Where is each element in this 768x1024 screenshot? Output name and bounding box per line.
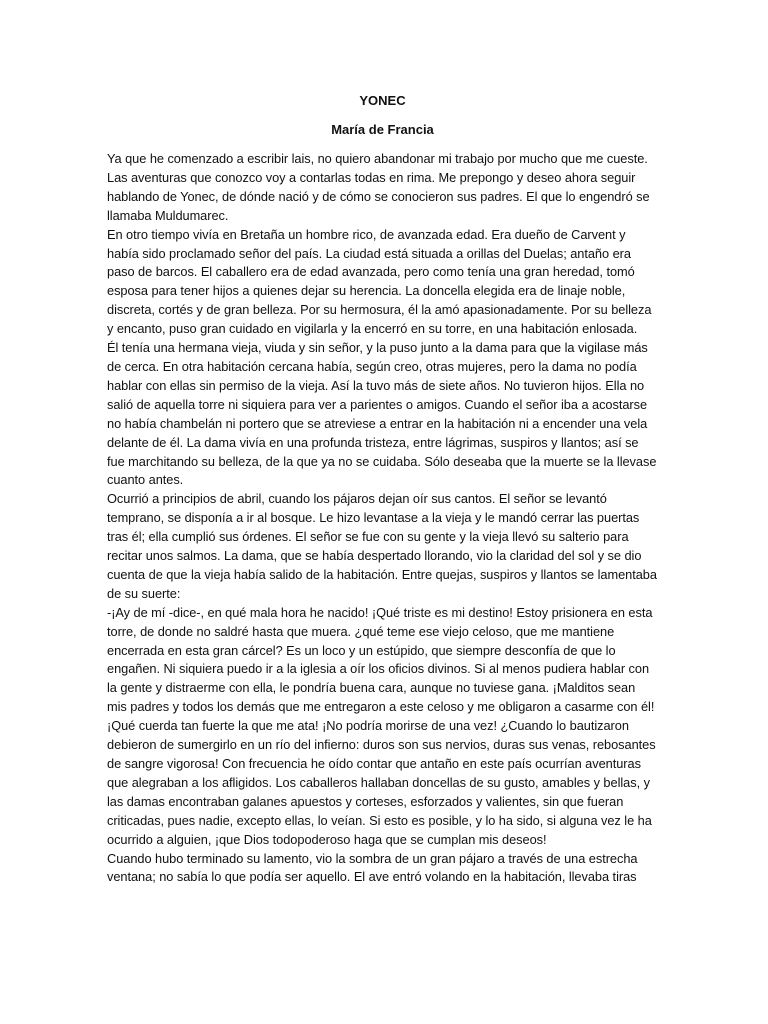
document-author: María de Francia xyxy=(331,122,434,137)
document-title: YONEC xyxy=(359,93,406,108)
paragraph: Cuando hubo terminado su lamento, vio la sombra de un gran pájaro a través de una estrecha ventana; no sabía lo que podía ser aquello. El ave entró volando en la habitación, llevaba tiras xyxy=(107,850,638,885)
paragraph: Ocurrió a principios de abril, cuando los pájaros dejan oír sus cantos. El señor se levantó temprano, se disponía a ir al bosque. Le hizo levantase a la vieja y le mandó cerrar las puertas tras él; ella cumplió sus órdenes. El señor se fue con su gente y la vieja llevó su salterio para recitar unos salmos. La dama, que se había despertado llorando, vio la claridad del sol y se dio cuenta de que la vieja había salido de la habitación. Entre quejas, suspiros y llantos se lamentaba de su suerte: xyxy=(107,491,657,601)
document-body xyxy=(107,150,658,887)
paragraph: En otro tiempo vivía en Bretaña un hombre rico, de avanzada edad. Era dueño de Carvent y había sido proclamado señor del país. La ciudad está situada a orillas del Duelas; antaño era paso de barcos. El caballero era de edad avanzada, pero como tenía una gran heredad, tomó esposa para tener hijos a quienes dejar su herencia. La doncella elegida era de linaje noble, discreta, cortés y de gran belleza. Por su hermosura, él la amó apasionadamente. Por su belleza y encanto, puso gran cuidado en vigilarla y la encerró en su torre, en una habitación enlosada. xyxy=(107,226,652,337)
paragraph: -¡Ay de mí -dice-, en qué mala hora he nacido! ¡Qué triste es mi destino! Estoy prisionera en esta torre, de donde no saldré hasta que muera. ¿qué teme ese viejo celoso, que me mantiene encerrada en esta gran cárcel? Es un loco y un estúpido, que siempre desconfía de que lo engañen. Ni siquiera puedo ir a la iglesia a oír los oficios divinos. Si al menos pudiera hablar con la gente y distraerme con ella, le pondría buena cara, aunque no tuviese gana. ¡Malditos sean mis padres y todos los demás que me entregaron a este celoso y me obligaron a casarme con él! ¡Qué cuerda tan fuerte la que me ata! ¡No podría morirse de una vez! ¿Cuando lo bautizaron debieron de sumergirlo en un río del infierno: duros son sus nervios, duras sus venas, rebosantes de sangre vigorosa! Con frecuencia he oído contar que antaño en este país ocurrían aventuras que alegraban a los afligidos. Los caballeros hallaban doncellas de su gusto, amables y bellas, y las damas encontraban galanes apuestos y corteses, esforzados y valientes, sin que fueran criticadas, pues nadie, excepto ellas, lo veían. Si esto es posible, y lo ha sido, si alguna vez le ha ocurrido a alguien, ¡que Dios todopoderoso haga que se cumplan mis deseos! xyxy=(107,604,656,847)
paragraph: Él tenía una hermana vieja, viuda y sin señor, y la puso junto a la dama para que la vigilase más de cerca. En otra habitación cercana había, según creo, otras mujeres, pero la dama no podía hablar con ellas sin permiso de la vieja. Así la tuvo más de siete años. No tuvieron hijos. Ella no salió de aquella torre ni siquiera para ver a parientes o amigos. Cuando el señor iba a acostarse no había chambelán ni portero que se atreviese a entrar en la habitación ni a encender una vela delante de él. La dama vivía en una profunda tristeza, entre lágrimas, suspiros y llantos; así se fue marchitando su belleza, de la que ya no se cuidaba. Sólo deseaba que la muerte se la llevase cuanto antes. xyxy=(107,340,657,488)
paragraph: Ya que he comenzado a escribir lais, no quiero abandonar mi trabajo por mucho que me cueste. Las aventuras que conozco voy a contarlas todas en rima. Me prepongo y deseo ahora seguir hablando de Yonec, de dónde nació y de cómo se conocieron sus padres. El que lo engendró se llamaba Muldumarec. xyxy=(107,151,650,223)
